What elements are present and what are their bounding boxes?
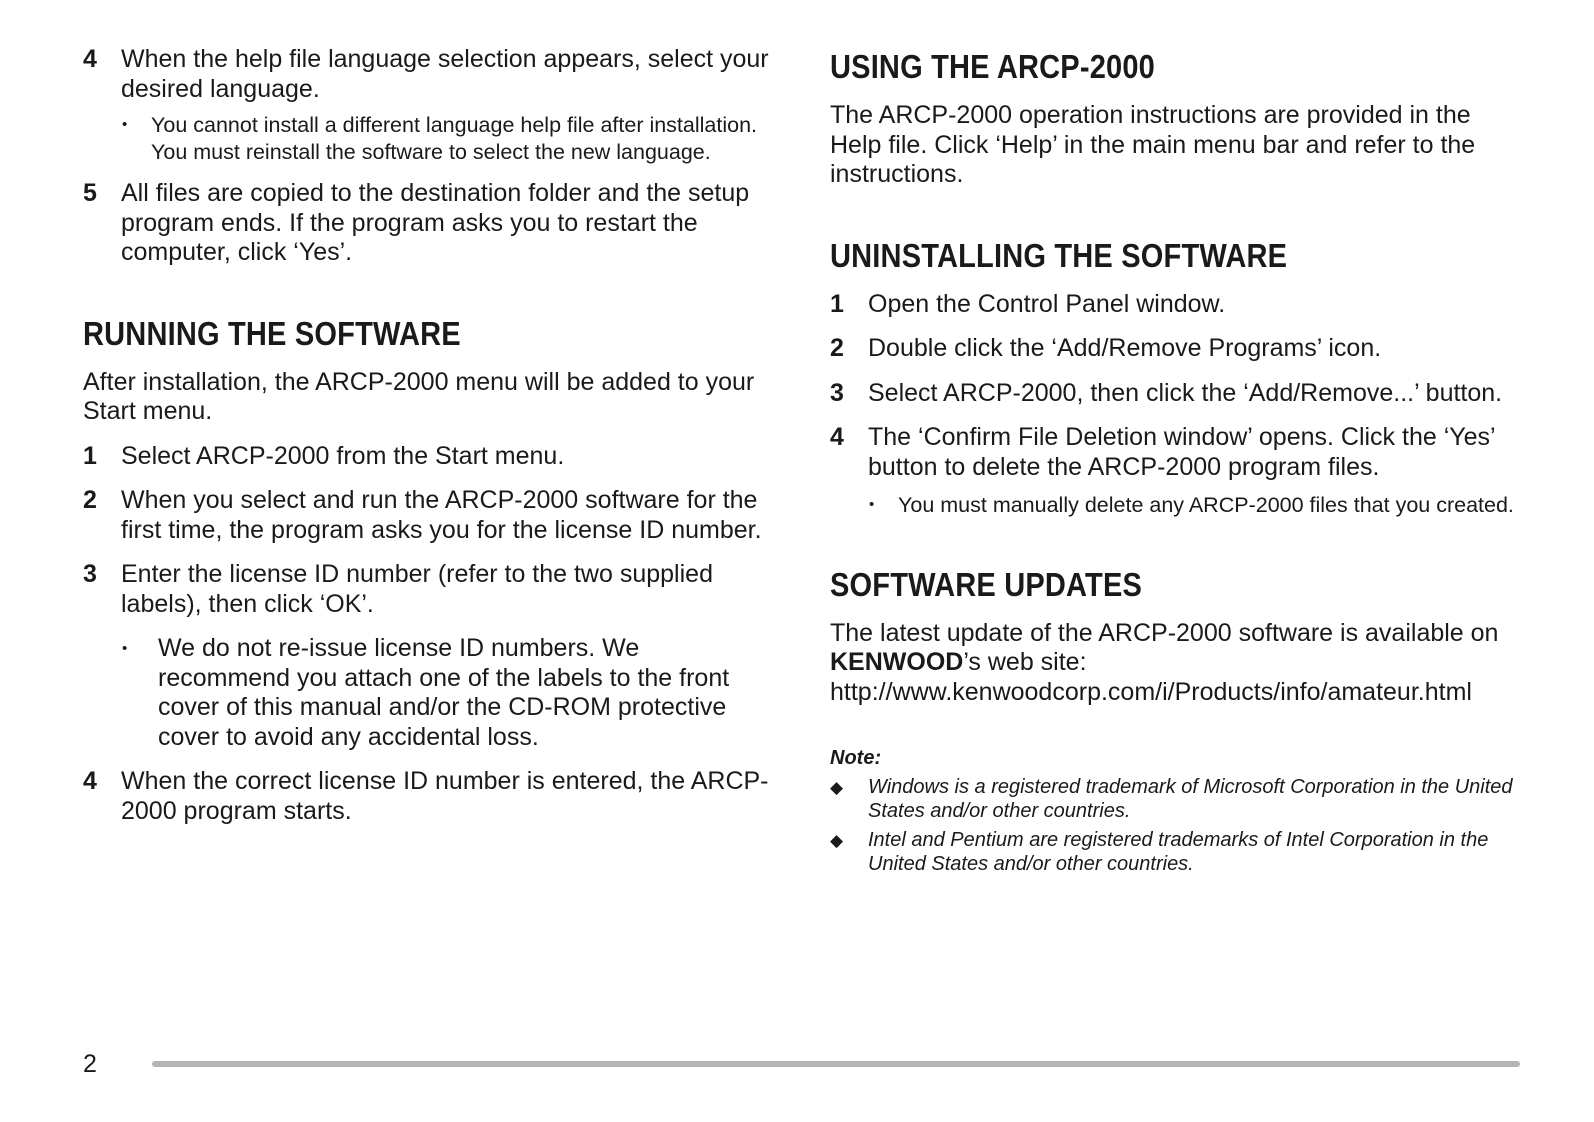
install-step-4 xyxy=(83,45,773,104)
updates-heading: SOFTWARE UPDATES xyxy=(830,565,1143,603)
step-text: Select ARCP-2000 from the Start menu. xyxy=(121,441,565,470)
updates-text-before: The latest update of the ARCP-2000 software is available on xyxy=(830,618,1499,647)
step-text: Select ARCP-2000, then click the ‘Add/Remove...’ button. xyxy=(868,378,1503,407)
uninstall-step-4 xyxy=(830,423,1520,482)
step-text: Open the Control Panel window. xyxy=(868,289,1226,318)
bullet-icon: • xyxy=(869,496,875,513)
uninstall-step-2 xyxy=(830,334,1520,364)
running-step-4 xyxy=(83,767,773,826)
running-intro: After installation, the ARCP-2000 menu will be added to your Start menu. xyxy=(83,367,755,425)
left-column xyxy=(83,42,773,826)
updates-text-after: ’s web site: xyxy=(963,648,1087,676)
note-item-intel xyxy=(830,829,1520,876)
step-number: 3 xyxy=(83,560,97,588)
install-step-4-note xyxy=(83,112,773,165)
diamond-bullet-icon: ◆ xyxy=(830,778,844,797)
note-label: Note: xyxy=(830,747,882,769)
updates-url: http://www.kenwoodcorp.com/i/Products/info/amateur.html xyxy=(830,677,1472,706)
right-column xyxy=(830,42,1520,876)
using-text: The ARCP-2000 operation instructions are provided in the Help file. Click ‘Help’ in the main menu bar and refer to the instructions. xyxy=(830,101,1476,188)
note-item-text: Intel and Pentium are registered trademarks of Intel Corporation in the United States and/or other countries. xyxy=(868,829,1489,875)
install-step-5 xyxy=(83,179,773,268)
step-number: 3 xyxy=(830,378,844,407)
note-text: You must manually delete any ARCP-2000 files that you created. xyxy=(898,493,1514,517)
step-text: All files are copied to the destination folder and the setup program ends. If the program asks you to restart the computer, click ‘Yes’. xyxy=(121,179,750,266)
running-step-3-note xyxy=(83,634,773,752)
step-number: 4 xyxy=(83,45,97,73)
page-number: 2 xyxy=(83,1050,97,1078)
uninstall-step-3 xyxy=(830,379,1520,409)
running-step-2 xyxy=(83,486,773,545)
note-text: We do not re-issue license ID numbers. We recommend you attach one of the labels to the front cover of this manual and/or the CD-ROM protective cover to avoid any accidental loss. xyxy=(158,634,730,751)
step-text: When you select and run the ARCP-2000 software for the first time, the program asks you for the license ID number. xyxy=(121,486,762,544)
note-text: You cannot install a different language help file after installation. You must reinstall the software to select the new language. xyxy=(151,113,758,164)
step-number: 4 xyxy=(830,423,844,451)
step-number: 1 xyxy=(830,289,844,318)
running-step-3 xyxy=(83,560,773,619)
note-item-windows xyxy=(830,776,1520,823)
footer-rule xyxy=(152,1061,1520,1067)
uninstall-step-1 xyxy=(830,290,1520,320)
step-text: Double click the ‘Add/Remove Programs’ icon. xyxy=(868,334,1382,362)
step-number: 1 xyxy=(83,441,97,470)
diamond-bullet-icon: ◆ xyxy=(830,831,844,850)
step-number: 2 xyxy=(83,486,97,514)
running-heading: RUNNING THE SOFTWARE xyxy=(83,314,461,352)
bullet-icon: • xyxy=(122,640,128,657)
step-number: 2 xyxy=(830,334,844,362)
updates-text xyxy=(830,619,1520,708)
step-text: When the help file language selection appears, select your desired language. xyxy=(121,45,769,103)
uninstalling-heading: UNINSTALLING THE SOFTWARE xyxy=(830,236,1288,274)
step-number: 5 xyxy=(83,179,97,207)
step-text: The ‘Confirm File Deletion window’ opens. Click the ‘Yes’ button to delete the ARCP-2000 program files. xyxy=(868,423,1495,481)
step-number: 4 xyxy=(83,767,97,795)
using-heading: USING THE ARCP-2000 xyxy=(830,48,1156,85)
bullet-icon: • xyxy=(122,116,128,133)
running-step-1 xyxy=(83,442,773,472)
note-item-text: Windows is a registered trademark of Microsoft Corporation in the United States and/or other countries. xyxy=(868,776,1513,822)
brand-name: KENWOOD xyxy=(830,648,964,676)
step-text: Enter the license ID number (refer to the two supplied labels), then click ‘OK’. xyxy=(121,560,713,618)
uninstall-step-4-note xyxy=(830,492,1520,519)
step-text: When the correct license ID number is entered, the ARCP-2000 program starts. xyxy=(121,767,769,825)
